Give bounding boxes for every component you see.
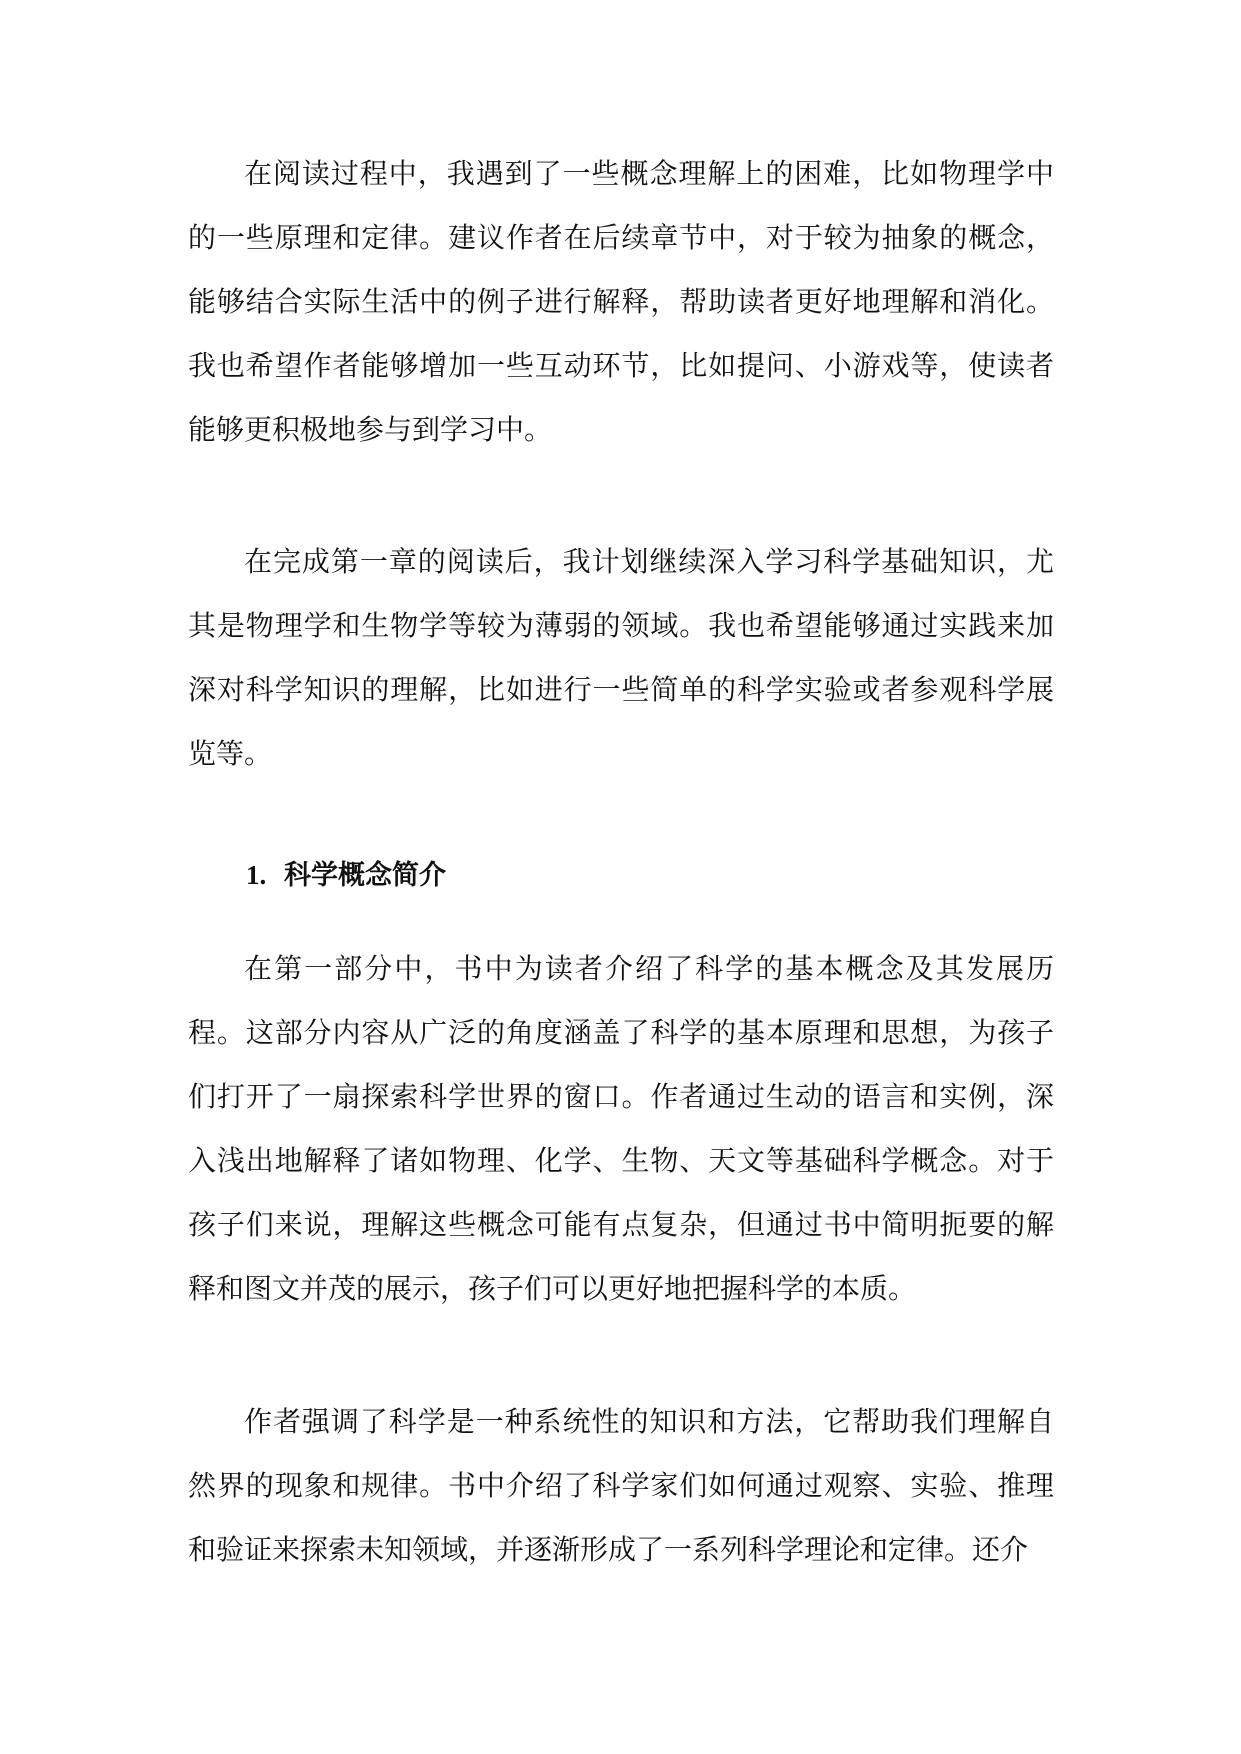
paragraph-text: 在第一部分中，书中为读者介绍了科学的基本概念及其发展历程。这部分内容从广泛的角度涵盖了科学的基本原理和思想，为孩子们打开了一扇探索科学世界的窗口。作者通过生动的语言和实例，深入浅出地解释了诸如物理、化学、生物、天文等基础科学概念。对于孩子们来说，理解这些概念可能有点复杂，但通过书中简明扼要的解释和图文并茂的展示，孩子们可以更好地把握科学的本质。 [188,952,1054,1305]
section-heading [246,855,446,896]
paragraph-reading-difficulties [188,142,1054,462]
paragraph-text: 作者强调了科学是一种系统性的知识和方法，它帮助我们理解自然界的现象和规律。书中介绍了科学家们如何通过观察、实验、推理和验证来探索未知领域，并逐渐形成了一系列科学理论和定律。还介 [188,1405,1054,1566]
section-title: 科学概念简介 [284,860,446,891]
paragraph-study-plan [188,530,1054,786]
paragraph-science-concepts [188,937,1054,1321]
paragraph-text: 在阅读过程中，我遇到了一些概念理解上的困难，比如物理学中的一些原理和定律。建议作者在后续章节中，对于较为抽象的概念，能够结合实际生活中的例子进行解释，帮助读者更好地理解和消化。我也希望作者能够增加一些互动环节，比如提问、小游戏等，使读者能够更积极地参与到学习中。 [188,157,1054,446]
section-number: 1. [246,860,267,890]
paragraph-science-method [188,1390,1054,1582]
paragraph-text: 在完成第一章的阅读后，我计划继续深入学习科学基础知识，尤其是物理学和生物学等较为薄弱的领域。我也希望能够通过实践来加深对科学知识的理解，比如进行一些简单的科学实验或者参观科学展览等。 [188,545,1054,770]
